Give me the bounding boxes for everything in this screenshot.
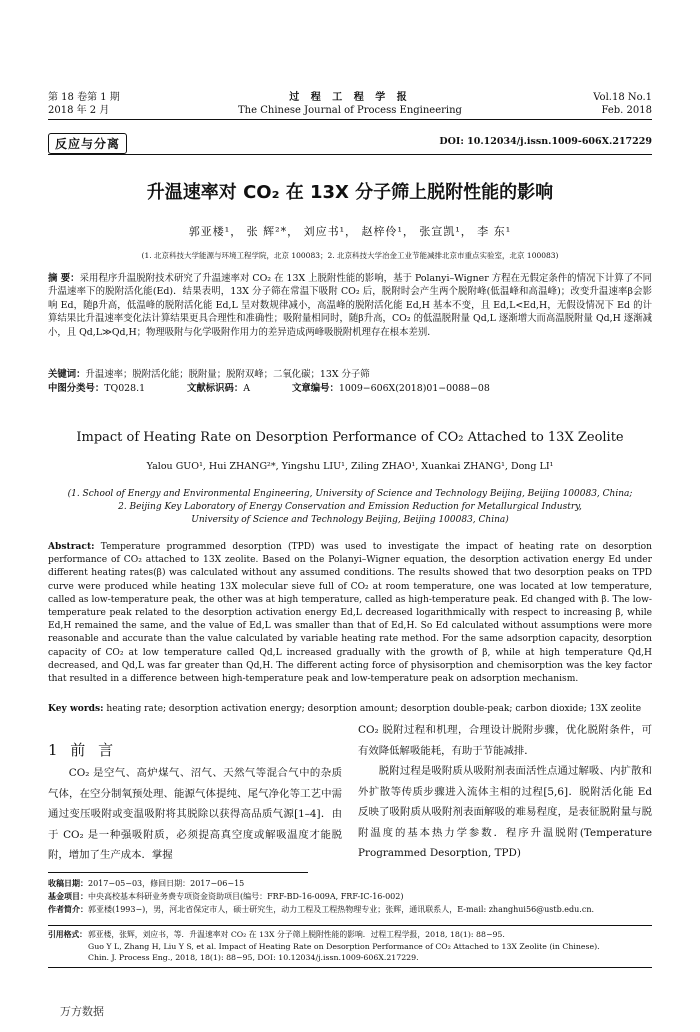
volume-issue-en: Vol.18 No.1 bbox=[593, 92, 652, 103]
abstract-en bbox=[48, 540, 652, 686]
doi-rule bbox=[48, 154, 652, 155]
clc-label: 中图分类号： bbox=[48, 383, 105, 394]
citation-cn: 郭亚楼，张辉，刘应书，等．升温速率对 CO₂ 在 13X 分子筛上脱附性能的影响．过程工程学报，2018, 18(1): 88−95. bbox=[88, 930, 505, 939]
paper-title-en: Impact of Heating Rate on Desorption Performance of CO₂ Attached to 13X Zeolite bbox=[76, 430, 624, 445]
body-paragraph: CO₂ 是空气、高炉煤气、沼气、天然气等混合气中的杂质气体，在空分制氧预处理、能源气体提纯、尾气净化等工艺中需通过变压吸附或变温吸附将其脱除以获得高品质气源[1–4]．由于 CO₂ 是一种强吸附质，必须提高真空度或解吸温度才能脱附，增加了生产成本．掌握 bbox=[48, 767, 342, 861]
affiliation-en-line: University of Science and Technology Beijing, Beijing 100083, China) bbox=[191, 515, 509, 525]
keywords-cn-label: 关键词： bbox=[48, 369, 86, 380]
body-left-column bbox=[48, 763, 342, 866]
header-volume-en bbox=[593, 91, 652, 117]
fund-text: 中央高校基本科研业务费专项资金资助项目(编号：FRF-BD-16-009A, FRF-IC-16-002) bbox=[88, 892, 404, 901]
keywords-en-text: heating rate; desorption activation energy; desorption amount; desorption double-peak; carbon dioxide; 13X zeolite bbox=[106, 704, 642, 714]
body-paragraph: 脱附过程是吸附质从吸附剂表面活性点通过解吸、内扩散和外扩散等传质步骤进入流体主相的过程[5,6]．脱附活化能 Ed 反映了吸附质从吸附剂表面解吸的难易程度，是表征脱附量与脱附温度的基本热力学参数．程序升温脱附(Temperature Programmed Desorption, TPD) bbox=[358, 765, 652, 859]
affiliation-en-line: 2. Beijing Key Laboratory of Energy Conservation and Emission Reduction for Metallurgical Industry, bbox=[118, 502, 582, 512]
doc-code-label: 文献标识码： bbox=[187, 383, 244, 394]
citation-box bbox=[48, 925, 652, 968]
watermark-text: 万方数据 bbox=[60, 1005, 104, 1018]
affiliation-en-line: (1. School of Energy and Environmental Engineering, University of Science and Technology Beijing, Beijing 100083, China; bbox=[67, 489, 633, 499]
affiliation-cn: (1. 北京科技大学能源与环境工程学院，北京 100083；2. 北京科技大学冶金工业节能减排北京市重点实验室，北京 100083) bbox=[141, 251, 559, 260]
article-no-value: 1009−606X(2018)01−0088−08 bbox=[338, 383, 490, 394]
citation-en: Chin. J. Process Eng., 2018, 18(1): 88−95, DOI: 10.12034/j.issn.1009-606X.217229. bbox=[88, 953, 419, 962]
doi: DOI: 10.12034/j.issn.1009-606X.217229 bbox=[439, 136, 652, 147]
body-right-column bbox=[358, 720, 652, 864]
journal-name-cn: 过 程 工 程 学 报 bbox=[289, 92, 411, 103]
abstract-en-text: Temperature programmed desorption (TPD) was used to investigate the impact of heating rate on desorption performance of CO₂ attached to 13X zeolite. Based on the Polanyi–Wigner equation, the desorption activation energy Ed under different heating rates(β) was calculated without any assumed conditions. The results showed that two desorption peaks on TPD curve were produced while heating 13X molecular sieve full of CO₂ at room temperature, one was located at low temperature, called as low-temperature peak, the other was at high temperature, called as high-temperature peak. Ed changed with β. The low-temperature peak related to the desorption activation energy Ed,L decreased logarithmically with respect to increasing β, while Ed,H remained the same, and the value of Ed,L was smaller than that of Ed,H. So Ed calculated without assumptions were more reasonable and accurate than the value calculated by variable heating rate method. For the same adsorption capacity, desorption capacity of CO₂ at low temperature called Qd,L increased gradually with the growth of β, while at high temperature Qd,H decreased, and Qd,L was far greater than Qd,H. The different acting force of physisorption and chemisorption was the key factor that resulted in a difference between high-temperature peak and low-temperature peak on adsorption mechanism. bbox=[48, 542, 652, 685]
abstract-cn-text: 采用程序升温脱附技术研究了升温速率对 CO₂ 在 13X 上脱附性能的影响，基于 Polanyi–Wigner 方程在无假定条件的情况下计算了不同升温速率下的脱附活化能(Ed)．结果表明，13X 分子筛在常温下吸附 CO₂ 后，脱附时会产生两个脱附峰(低温峰和高温峰)；改变升温速率β会影响 Ed，随β升高，低温峰的脱附活化能 Ed,L 呈对数规律减小，高温峰的脱附活化能 Ed,H 基本不变，且 Ed,L<Ed,H，无假设情况下 Ed 的计算结果比升温速率变化法计算结果更具合理性和准确性；吸附量相同时，随β升高，CO₂ 的低温脱附量 Qd,L 逐渐增大而高温脱附量 Qd,H 逐渐减小，且 Qd,L≫Qd,H；物理吸附与化学吸附作用力的差异造成两峰吸脱附机理存在根本差别． bbox=[48, 273, 653, 338]
abstract-cn-label: 摘 要： bbox=[48, 273, 80, 284]
section-heading: 1 前 言 bbox=[48, 741, 118, 759]
journal-name-en: The Chinese Journal of Process Engineering bbox=[238, 105, 462, 116]
volume-issue-cn: 第 18 卷第 1 期 bbox=[48, 92, 120, 103]
article-meta bbox=[48, 877, 652, 916]
footnote-rule bbox=[48, 872, 308, 873]
header-rule bbox=[48, 119, 652, 120]
keywords-en-label: Key words: bbox=[48, 703, 104, 714]
keywords-cn bbox=[48, 368, 652, 381]
date-en: Feb. 2018 bbox=[601, 105, 652, 116]
authors-en: Yalou GUO¹, Hui ZHANG²*, Yingshu LIU¹, Ziling ZHAO¹, Xuankai ZHANG¹, Dong LI¹ bbox=[146, 461, 554, 472]
classification-cn bbox=[48, 382, 652, 395]
affiliation-en bbox=[60, 488, 640, 527]
abstract-en-label: Abstract: bbox=[48, 541, 95, 552]
keywords-cn-text: 升温速率；脱附活化能；脱附量；脱附双峰；二氧化碳；13X 分子筛 bbox=[85, 369, 370, 380]
received-label: 收稿日期： bbox=[48, 878, 88, 888]
citation-en: Guo Y L, Zhang H, Liu Y S, et al. Impact of Heating Rate on Desorption Performance of CO₂ Attached to 13X Zeolite (in Chinese). bbox=[88, 941, 600, 951]
authors-cn: 郭亚楼¹， 张 辉²*， 刘应书¹， 赵梓伶¹， 张宣凯¹， 李 东¹ bbox=[188, 225, 512, 238]
abstract-cn bbox=[48, 272, 652, 339]
doc-code-value: A bbox=[243, 383, 251, 394]
fund-label: 基金项目： bbox=[48, 891, 88, 901]
date-cn: 2018 年 2 月 bbox=[48, 105, 110, 116]
article-no-label: 文章编号： bbox=[292, 383, 339, 394]
received-dates: 2017−05−03，修回日期：2017−06−15 bbox=[88, 879, 245, 888]
body-paragraph: CO₂ 脱附过程和机理，合理设计脱附步骤，优化脱附条件，可有效降低解吸能耗，有助于节能减排． bbox=[358, 724, 652, 757]
section-tag: 反应与分离 bbox=[48, 133, 127, 154]
author-bio-text: 郭亚楼(1993−)，男，河北省保定市人，硕士研究生，动力工程及工程热物理专业；张辉，通讯联系人，E-mail: zhanghui56@ustb.edu.cn. bbox=[88, 905, 595, 914]
clc-value: TQ028.1 bbox=[104, 383, 146, 394]
citation-label: 引用格式： bbox=[48, 930, 87, 939]
keywords-en bbox=[48, 702, 652, 716]
paper-title-cn: 升温速率对 CO₂ 在 13X 分子筛上脱附性能的影响 bbox=[146, 182, 554, 203]
author-bio-label: 作者简介： bbox=[48, 904, 88, 914]
